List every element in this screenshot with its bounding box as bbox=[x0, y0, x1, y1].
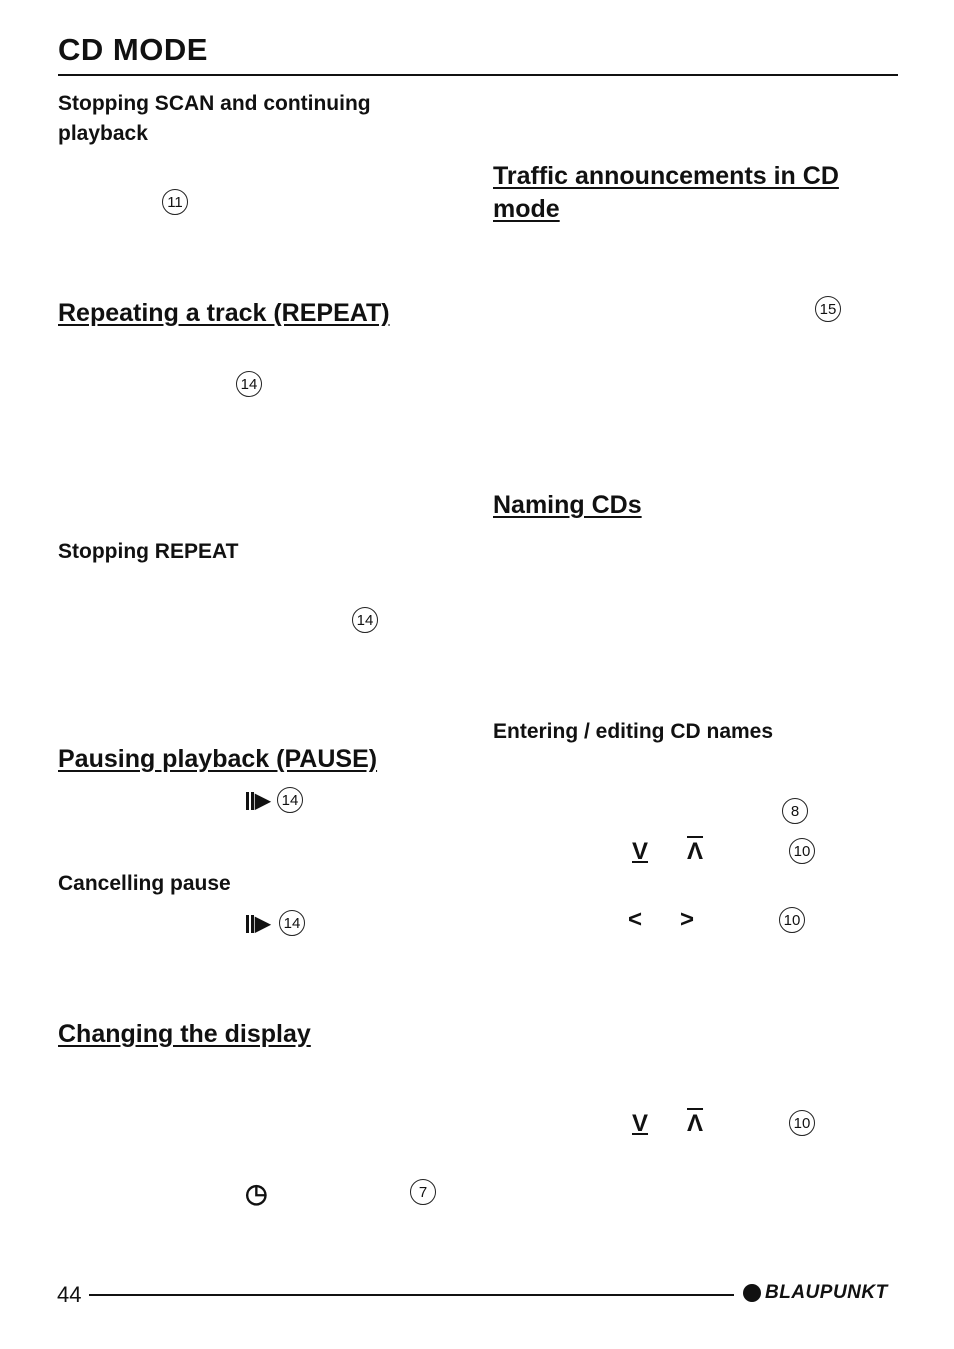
play-icon: ▶ bbox=[255, 790, 271, 812]
key-14-circle: 14 bbox=[236, 371, 262, 397]
key-14-circle: 14 bbox=[279, 910, 305, 936]
page-number: 44 bbox=[57, 1282, 82, 1307]
key-14-circle: 14 bbox=[277, 787, 303, 813]
display-heading: Changing the display bbox=[58, 1020, 311, 1048]
key-15-circle: 15 bbox=[815, 296, 841, 322]
clock-icon: ◷ bbox=[245, 1178, 268, 1208]
key-8-circle: 8 bbox=[782, 798, 808, 824]
key-10-circle: 10 bbox=[779, 907, 805, 933]
entering-heading: Entering / editing CD names bbox=[493, 720, 774, 743]
right-arrow-icon: > bbox=[680, 906, 695, 933]
key-7-circle: 7 bbox=[410, 1179, 436, 1205]
play-pause-icon bbox=[246, 791, 270, 811]
cancel-pause-heading: Cancelling pause bbox=[58, 872, 231, 895]
naming-heading: Naming CDs bbox=[493, 491, 642, 519]
brand-name: BLAUPUNKT bbox=[765, 1282, 888, 1303]
play-icon: ▶ bbox=[255, 913, 271, 935]
brand-dot-icon bbox=[743, 1284, 761, 1302]
top-rule bbox=[58, 74, 898, 76]
down-arrow-icon: V bbox=[632, 838, 649, 865]
play-pause-icon bbox=[246, 914, 270, 934]
left-arrow-icon: < bbox=[628, 906, 643, 933]
key-10-circle: 10 bbox=[789, 838, 815, 864]
key-11-circle: 11 bbox=[162, 189, 188, 215]
key-10-circle: 10 bbox=[789, 1110, 815, 1136]
stop-repeat-heading: Stopping REPEAT bbox=[58, 540, 239, 563]
up-arrow-icon: $\overline{\Lambda}$ bbox=[687, 838, 704, 865]
brand-logo bbox=[743, 1282, 888, 1304]
pause-heading: Pausing playback (PAUSE) bbox=[58, 745, 378, 773]
repeat-heading: Repeating a track (REPEAT) bbox=[58, 299, 390, 327]
page-title: CD MODE bbox=[58, 32, 208, 67]
up-arrow-icon: $\overline{\Lambda}$ bbox=[687, 1110, 704, 1137]
key-14-circle: 14 bbox=[352, 607, 378, 633]
stop-scan-heading: Stopping SCAN and continuing playback bbox=[58, 92, 371, 145]
bottom-rule bbox=[89, 1294, 734, 1296]
traffic-heading: Traffic announcements in CD mode bbox=[493, 162, 839, 223]
down-arrow-icon: V bbox=[632, 1110, 649, 1137]
